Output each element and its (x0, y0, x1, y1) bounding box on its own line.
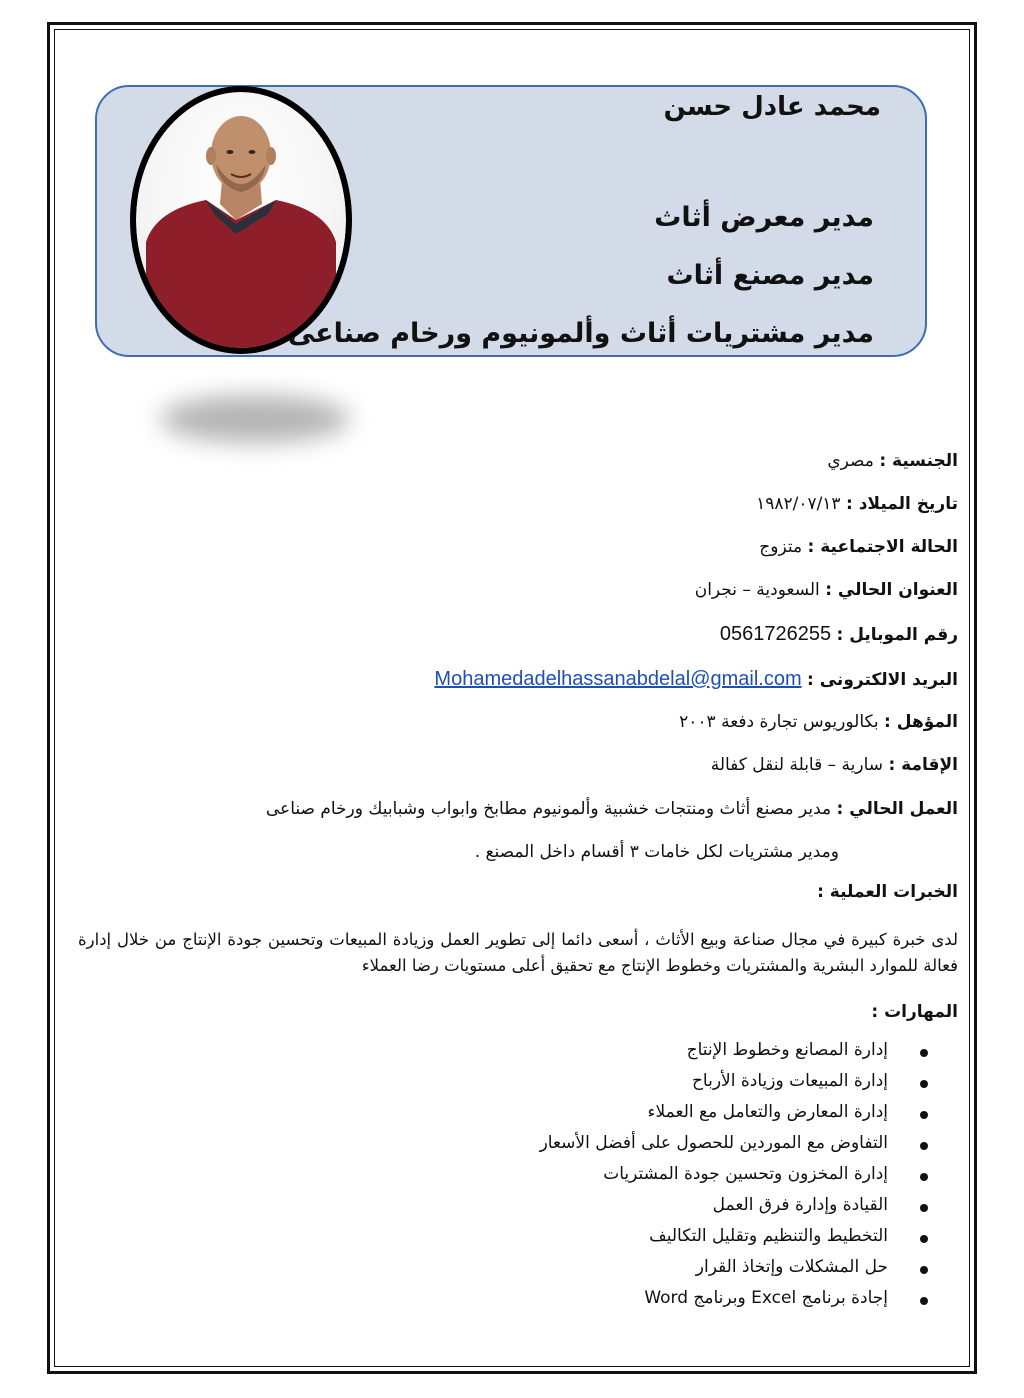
info-mobile (720, 623, 958, 646)
job-title-2: مدير مصنع أثاث (666, 260, 874, 291)
info-value: متزوج (759, 537, 808, 557)
info-label: الإقامة : (888, 755, 958, 775)
info-label: المؤهل : (884, 712, 958, 732)
list-item (540, 1164, 928, 1195)
info-value: سارية – قابلة لنقل كفالة (710, 755, 889, 775)
bullet-icon (920, 1080, 928, 1088)
bullet-icon (920, 1235, 928, 1243)
bullet-icon (920, 1173, 928, 1181)
info-label: تاريخ الميلاد : (845, 494, 958, 514)
list-item (540, 1257, 928, 1288)
skills-heading: المهارات : (871, 1002, 958, 1022)
info-value: مصري (827, 451, 880, 471)
experience-heading: الخبرات العملية : (817, 882, 958, 902)
info-value: مدير مصنع أثاث ومنتجات خشبية وألمونيوم مطابخ وابواب وشبابيك ورخام صناعى (265, 799, 837, 819)
info-label: الحالة الاجتماعية : (807, 537, 958, 557)
skill-text: التفاوض مع الموردين للحصول على أفضل الأسعار (539, 1133, 888, 1153)
info-marital-status (759, 537, 958, 557)
bullet-icon (920, 1266, 928, 1274)
skill-text: إدارة المعارض والتعامل مع العملاء (647, 1102, 888, 1122)
experience-text: لدى خبرة كبيرة في مجال صناعة وبيع الأثاث ، أسعى دائما إلى تطوير العمل وزيادة المبيعات وتحسين جودة الإنتاج من خلال إدارة فعالة للموارد البشرية والمشتريات وخطوط الإنتاج مع تحقيق أعلى مستويات رضا العملاء (78, 930, 958, 975)
info-label: الجنسية : (879, 451, 958, 471)
info-residency (711, 755, 958, 775)
info-value: ومدير مشتريات لكل خامات ٣ أقسام داخل المصنع . (474, 842, 839, 862)
job-title-3: مدير مشتريات أثاث وألمونيوم ورخام صناعى (287, 318, 874, 349)
bullet-icon (920, 1049, 928, 1057)
info-label: العنوان الحالي : (825, 580, 958, 600)
info-birthdate (756, 494, 958, 514)
info-label: رقم الموبايل : (836, 625, 958, 645)
info-current-job-continued (475, 842, 839, 862)
photo-shadow (160, 395, 350, 443)
skill-text: حل المشكلات وإتخاذ القرار (695, 1257, 888, 1277)
info-value: بكالوريوس تجارة دفعة ٢٠٠٣ (679, 712, 885, 732)
list-item (540, 1226, 928, 1257)
list-item (540, 1102, 928, 1133)
info-nationality (827, 451, 958, 471)
info-value: ١٩٨٢/٠٧/١٣ (756, 494, 846, 514)
list-item (540, 1288, 928, 1319)
skill-text: إجادة برنامج Excel وبرنامج Word (644, 1288, 888, 1308)
bullet-icon (920, 1111, 928, 1119)
info-address (695, 580, 958, 600)
list-item (540, 1195, 928, 1226)
info-value: السعودية – نجران (694, 580, 826, 600)
candidate-name: محمد عادل حسن (663, 92, 881, 122)
bullet-icon (920, 1204, 928, 1212)
skill-text: القيادة وإدارة فرق العمل (712, 1195, 888, 1215)
job-title-1: مدير معرض أثاث (654, 202, 874, 233)
info-label: البريد الالكترونى : (807, 670, 958, 690)
bullet-icon (920, 1297, 928, 1305)
list-item (540, 1133, 928, 1164)
mobile-number: 0561726255 (719, 623, 832, 645)
person-portrait-icon (136, 92, 346, 348)
list-item (540, 1040, 928, 1071)
list-item (540, 1071, 928, 1102)
skill-text: التخطيط والتنظيم وتقليل التكاليف (649, 1226, 888, 1246)
skill-text: إدارة المخزون وتحسين جودة المشتريات (603, 1164, 888, 1184)
skill-text: إدارة المبيعات وزيادة الأرباح (691, 1071, 888, 1091)
skills-list (540, 1040, 928, 1319)
info-email (434, 668, 958, 691)
email-link[interactable]: Mohamedadelhassanabdelal@gmail.com (434, 668, 802, 690)
skill-text: إدارة المصانع وخطوط الإنتاج (686, 1040, 888, 1060)
info-current-job (266, 799, 958, 819)
info-label: العمل الحالي : (836, 799, 958, 819)
info-qualification (679, 712, 958, 732)
profile-photo (130, 86, 352, 354)
bullet-icon (920, 1142, 928, 1150)
